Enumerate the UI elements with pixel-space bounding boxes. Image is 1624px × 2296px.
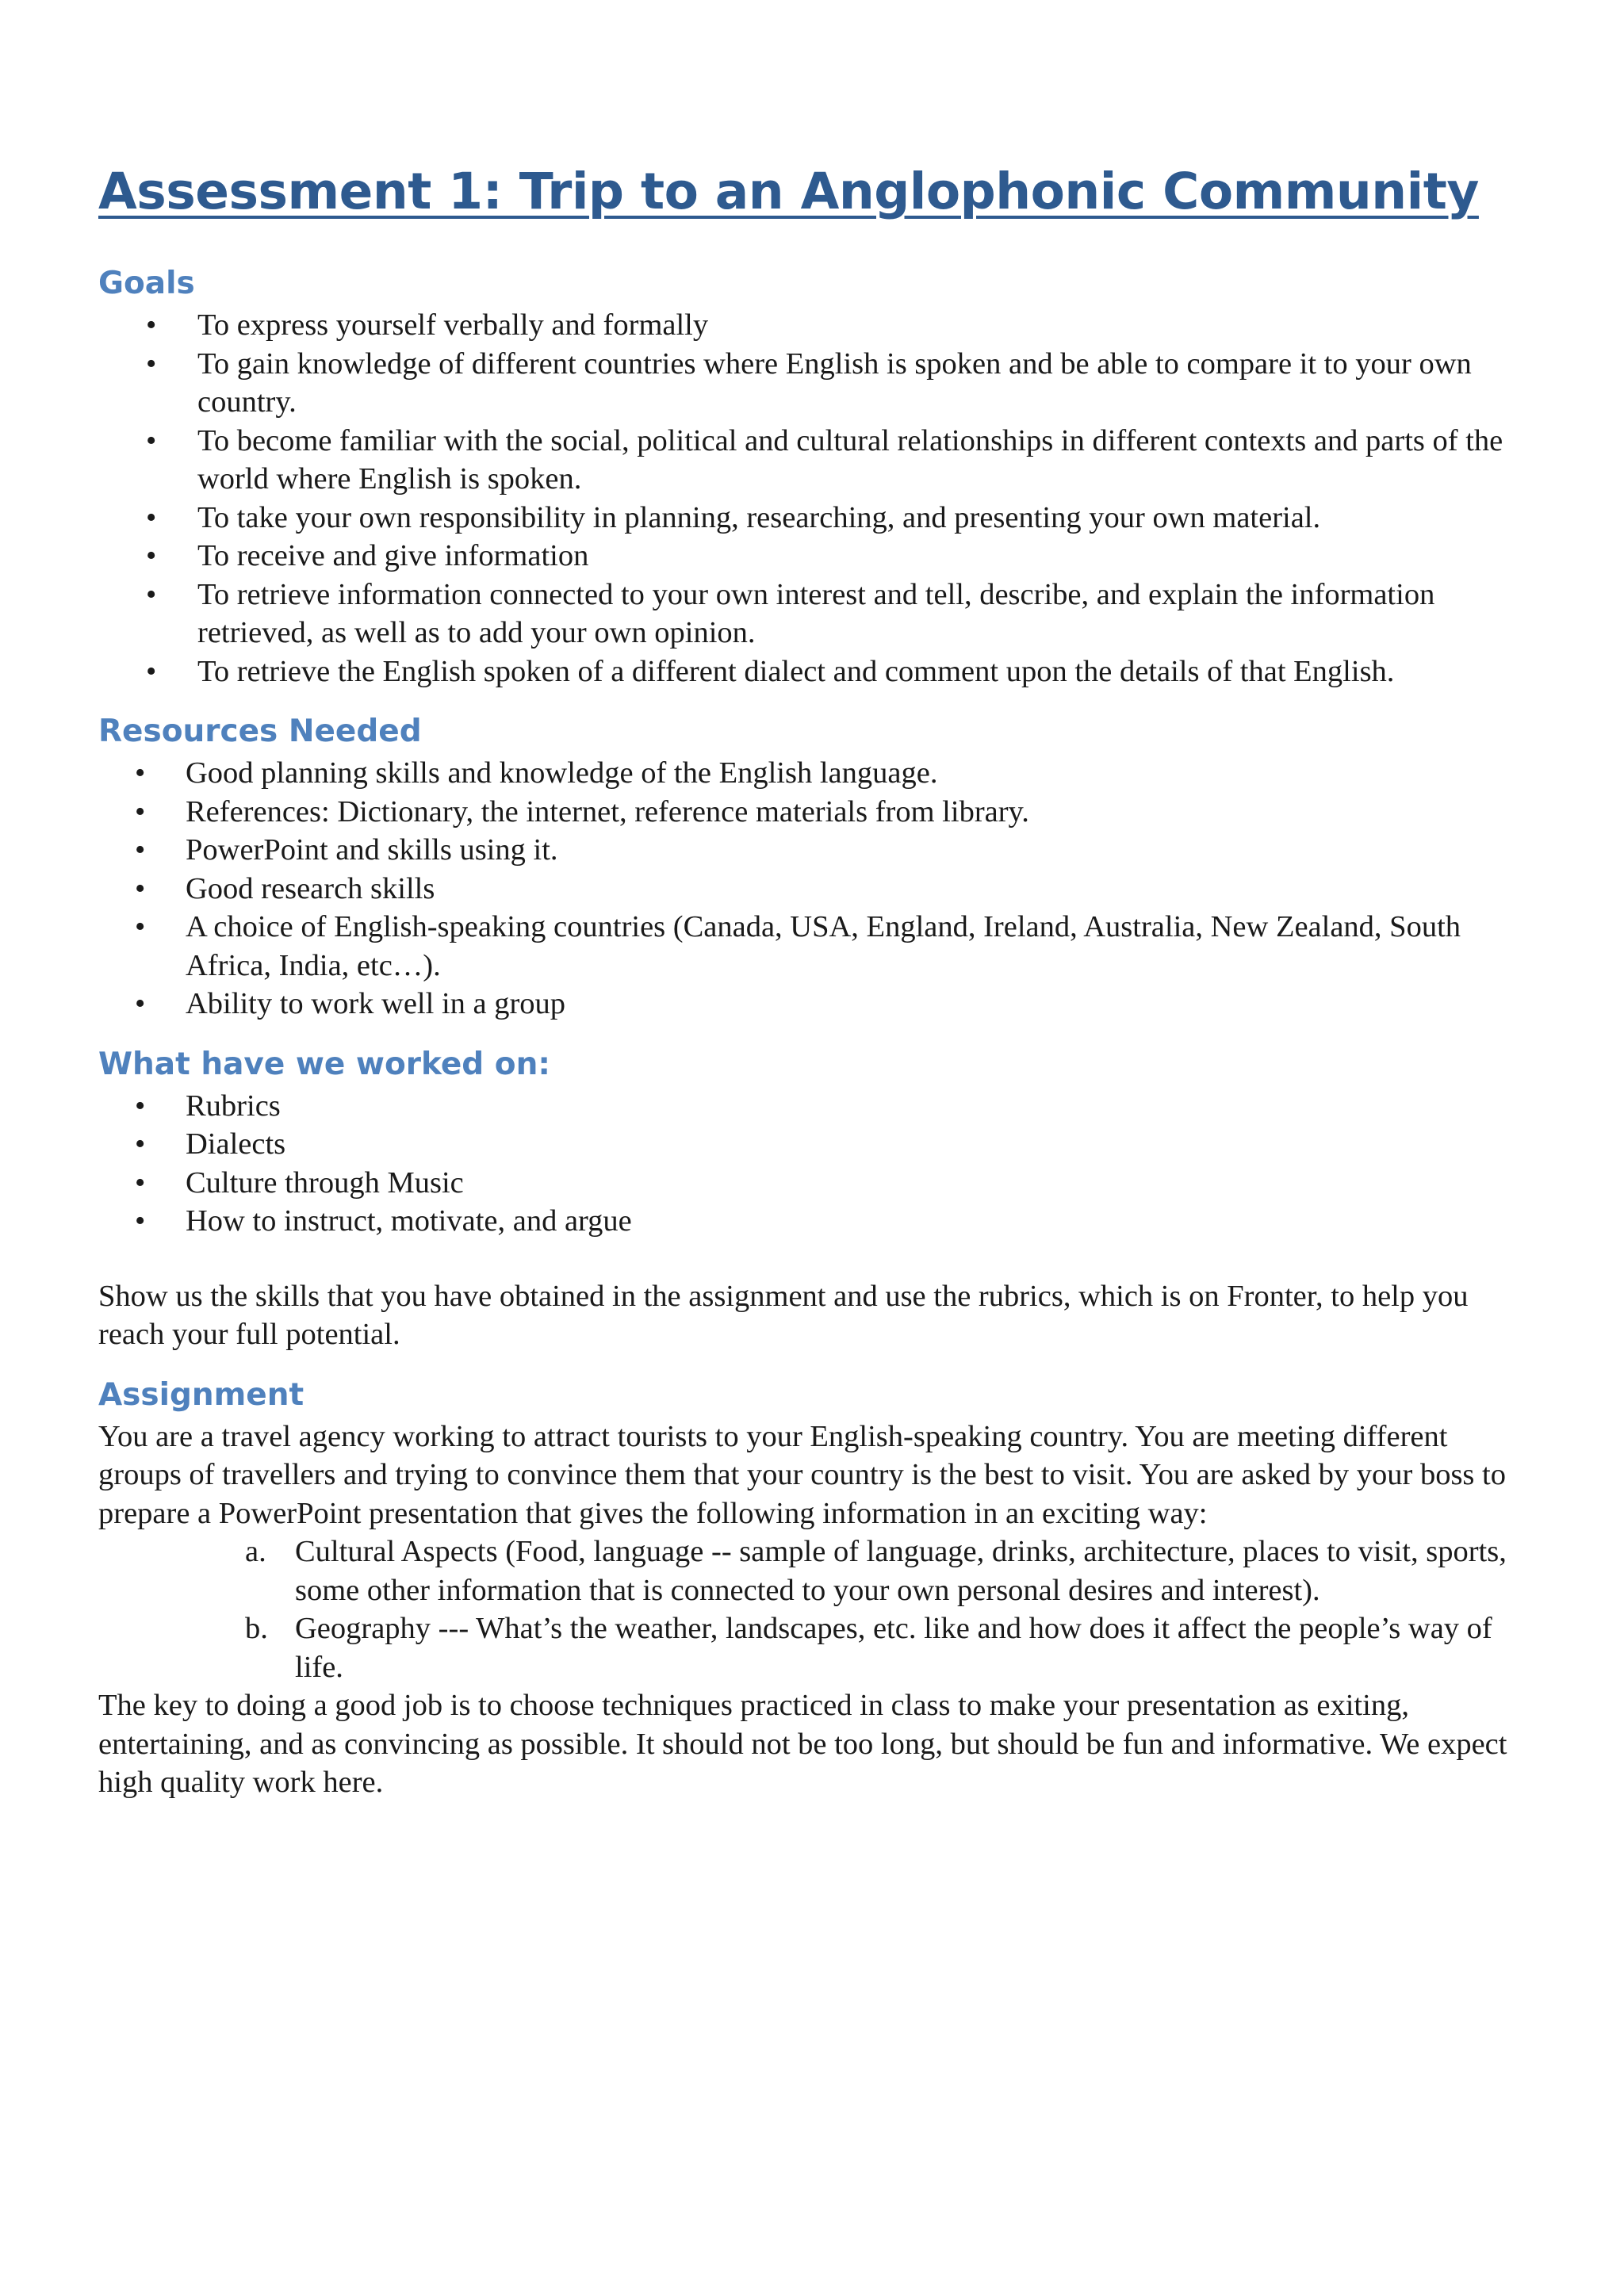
bullet-icon: • [135, 987, 146, 1020]
list-item: • Ability to work well in a group [98, 985, 1538, 1024]
worked-on-heading: What have we worked on: [98, 1046, 550, 1082]
assignment-heading: Assignment [98, 1376, 304, 1413]
bullet-icon: • [135, 871, 146, 905]
list-item: • To become familiar with the social, political and cultural relationships in different contexts and parts of the world where English is spoken. [98, 422, 1538, 499]
bullet-icon: • [135, 1204, 146, 1238]
list-item: b. Geography --- What’s the weather, landscapes, etc. like and how does it affect the people’s way of life. [98, 1609, 1538, 1686]
list-item: • Good planning skills and knowledge of the English language. [98, 754, 1538, 793]
list-marker: b. [245, 1612, 268, 1645]
list-item: • To gain knowledge of different countries where English is spoken and be able to compare it to your own country. [98, 345, 1538, 422]
bullet-icon: • [146, 423, 157, 457]
resources-heading: Resources Needed [98, 714, 422, 749]
list-item: • Dialects [98, 1125, 1538, 1164]
bullet-icon: • [135, 794, 146, 828]
list-item: • References: Dictionary, the internet, reference materials from library. [98, 793, 1538, 832]
bullet-icon: • [135, 833, 146, 867]
list-item: a. Cultural Aspects (Food, language -- sample of language, drinks, architecture, places to visit, sports, some other information that is connected to your own personal desires and interest). [98, 1533, 1538, 1609]
document-page [98, 163, 1538, 1802]
list-item: • PowerPoint and skills using it. [98, 831, 1538, 870]
list-item: • Good research skills [98, 870, 1538, 909]
list-item: • Rubrics [98, 1087, 1538, 1126]
bullet-icon: • [146, 346, 157, 381]
bullet-icon: • [135, 910, 146, 943]
skills-paragraph: Show us the skills that you have obtained in the assignment and use the rubrics, which is on Fronter, to help you reach your full potential. [98, 1279, 1469, 1351]
bullet-icon: • [146, 308, 157, 342]
list-item: • A choice of English-speaking countries (Canada, USA, England, Ireland, Australia, New Zealand, South Africa, India, etc…). [98, 908, 1538, 985]
list-item: • To express yourself verbally and formally [98, 306, 1538, 345]
resources-list [98, 754, 1538, 1024]
list-item: • How to instruct, motivate, and argue [98, 1202, 1538, 1241]
bullet-icon: • [135, 1127, 146, 1161]
list-item: • To retrieve the English spoken of a different dialect and comment upon the details of that English. [98, 652, 1538, 691]
goals-heading: Goals [98, 266, 195, 301]
list-item: • Culture through Music [98, 1164, 1538, 1203]
bullet-icon: • [135, 756, 146, 790]
assignment-closing: The key to doing a good job is to choose techniques practiced in class to make your presentation as exiting, entertaining, and as convincing as possible. It should not be too long, but should be fun and informative. We expect high quality work here. [98, 1689, 1507, 1799]
list-item: • To take your own responsibility in planning, researching, and presenting your own material. [98, 499, 1538, 538]
assignment-list [98, 1533, 1538, 1686]
bullet-icon: • [135, 1165, 146, 1200]
bullet-icon: • [146, 654, 157, 688]
bullet-icon: • [146, 577, 157, 611]
goals-list [98, 306, 1538, 691]
page-title: Assessment 1: Trip to an Anglophonic Community [98, 163, 1479, 220]
bullet-icon: • [146, 539, 157, 572]
bullet-icon: • [146, 500, 157, 534]
list-marker: a. [245, 1535, 266, 1568]
assignment-intro: You are a travel agency working to attract tourists to your English-speaking country. You are meeting different groups of travellers and trying to convince them that your country is the best to visit. You are asked by your boss to prepare a PowerPoint presentation that gives the following information in an exciting way: [98, 1419, 1506, 1530]
list-item: • To receive and give information [98, 537, 1538, 576]
list-item: • To retrieve information connected to your own interest and tell, describe, and explain the information retrieved, as well as to add your own opinion. [98, 576, 1538, 652]
bullet-icon: • [135, 1089, 146, 1123]
worked-on-list [98, 1087, 1538, 1241]
